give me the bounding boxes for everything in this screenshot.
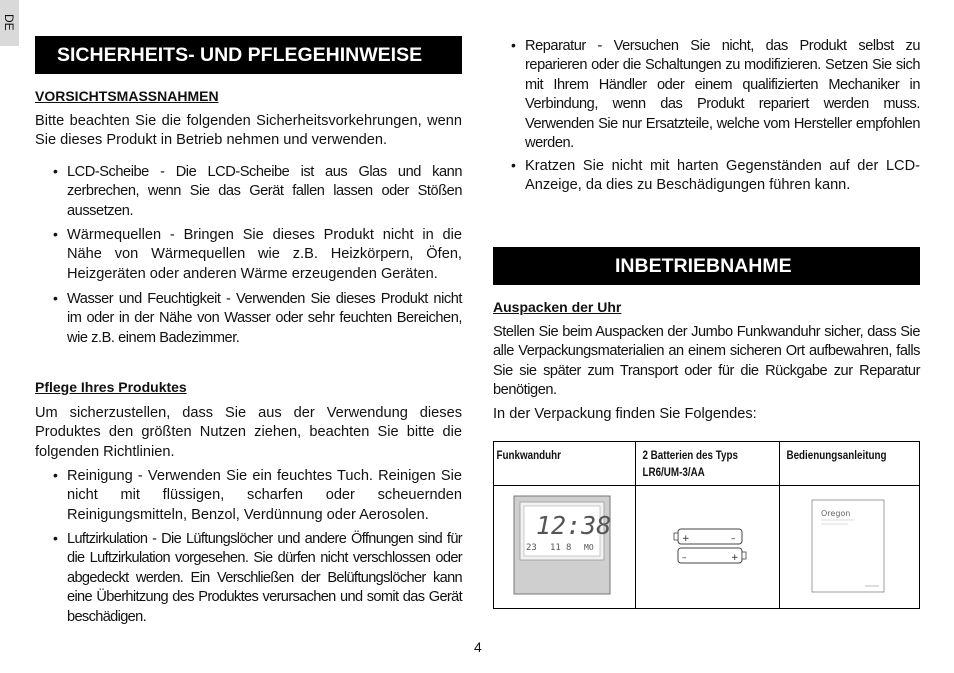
care-heading: Pflege Ihres Produktes [35, 379, 187, 395]
list-item [53, 290, 462, 348]
clock-date-day: 11 [550, 543, 561, 553]
battery-illustration [636, 486, 779, 609]
language-tab [0, 0, 19, 46]
precautions-heading: VORSICHTSMASSNAHMEN [35, 88, 219, 104]
clock-date-month: 8 [566, 543, 572, 553]
precautions-intro: Bitte beachten Sie die folgenden Sicherheitsvorkehrungen, wenn Sie dieses Produkt in Betrieb nehmen und verwenden. [35, 113, 462, 149]
bullet-dot: • [53, 226, 58, 242]
section-title-setup: INBETRIEBNAHME [493, 247, 920, 285]
list-item-text: Luftzirkulation - Die Lüftungslöcher und andere Öffnungen sind für die Luftzirkulation vorgesehen. Sie dürfen nicht verschlossen oder abgedeckt werden. Ein Verschließen der Belüftungslöcher kann eine Überhitzung des Produktes verursachen und somit das Gerät beschädigen. [67, 531, 462, 625]
clock-time: 12:38 [536, 511, 612, 540]
list-item [511, 157, 920, 196]
battery-sign: + [682, 534, 690, 544]
bullet-dot: • [511, 157, 516, 173]
bullet-dot: • [53, 530, 58, 546]
list-item-text: Reinigung - Verwenden Sie ein feuchtes Tuch. Reinigen Sie nicht mit flüssigen, scharfen oder scheuernden Reinigungsmitteln, Benzol, Verdünnung oder Aerosolen. [67, 468, 462, 523]
manual-illustration [780, 486, 920, 609]
section-title-safety: SICHERHEITS- UND PFLEGEHINWEISE [35, 36, 462, 74]
page-number: 4 [474, 639, 482, 655]
list-item [53, 226, 462, 284]
list-item [53, 530, 462, 627]
list-item-text: Wasser und Feuchtigkeit - Verwenden Sie dieses Produkt nicht im oder in der Nähe von Wasser oder sehr feuchten Bereichen, wie z.B. einem Badezimmer. [67, 291, 462, 346]
battery-sign: + [731, 553, 739, 563]
bullet-dot: • [511, 37, 516, 53]
list-item-text: Wärmequellen - Bringen Sie dieses Produkt nicht in die Nähe von Wärmequellen wie z.B. Heizkörpern, Öfen, Heizgeräten oder anderen Wärme erzeugenden Geräten. [67, 227, 462, 282]
table-header-batteries: 2 Batterien des Typs LR6/UM-3/AA [642, 448, 738, 479]
table-header-clock: Funkwanduhr [496, 448, 561, 462]
package-contents-table [493, 441, 920, 609]
unpack-text: Stellen Sie beim Auspacken der Jumbo Funkwanduhr sicher, dass Sie alle Verpackungsmaterialien an einem sicheren Ort aufbewahren, falls Sie sie später zum Transport oder für die Rückgabe zur Reparatur benötigen. [493, 324, 920, 399]
table-header-manual: Bedienungsanleitung [786, 448, 887, 462]
unpack-heading: Auspacken der Uhr [493, 299, 622, 315]
list-item-text: Kratzen Sie nicht mit harten Gegenständen auf der LCD-Anzeige, da dies zu Beschädigungen führen kann. [525, 158, 920, 194]
language-label: DE [2, 14, 16, 31]
bullet-dot: • [53, 290, 58, 306]
battery-sign: – [682, 553, 687, 563]
bullet-dot: • [53, 163, 58, 179]
battery-sign: – [731, 534, 736, 544]
clock-illustration [494, 486, 635, 609]
care-intro: Um sicherzustellen, dass Sie aus der Verwendung dieses Produktes den größten Nutzen ziehen, beachten Sie bitte die folgenden Richtlinien. [35, 405, 462, 460]
list-item-text: Reparatur - Versuchen Sie nicht, das Produkt selbst zu reparieren oder die Schaltungen zu modifizieren. Setzen Sie sich mit Ihrem Händler oder einem qualifizierten Mechaniker in Verbindung, wenn das Produkt repariert werden muss. Verwenden Sie nur Ersatzteile, welche vom Hersteller empfohlen werden. [525, 38, 920, 152]
list-item [53, 163, 462, 221]
list-item-text: LCD-Scheibe - Die LCD-Scheibe ist aus Glas und kann zerbrechen, wenn Sie das Gerät fallen lassen oder Stößen aussetzen. [67, 164, 462, 219]
list-item [53, 467, 462, 525]
clock-temp: 23 [526, 543, 537, 553]
clock-weekday: MO [584, 543, 594, 552]
contents-intro: In der Verpackung finden Sie Folgendes: [493, 406, 757, 422]
manual-brand: Oregon [821, 509, 851, 518]
bullet-dot: • [53, 467, 58, 483]
list-item [511, 37, 920, 153]
